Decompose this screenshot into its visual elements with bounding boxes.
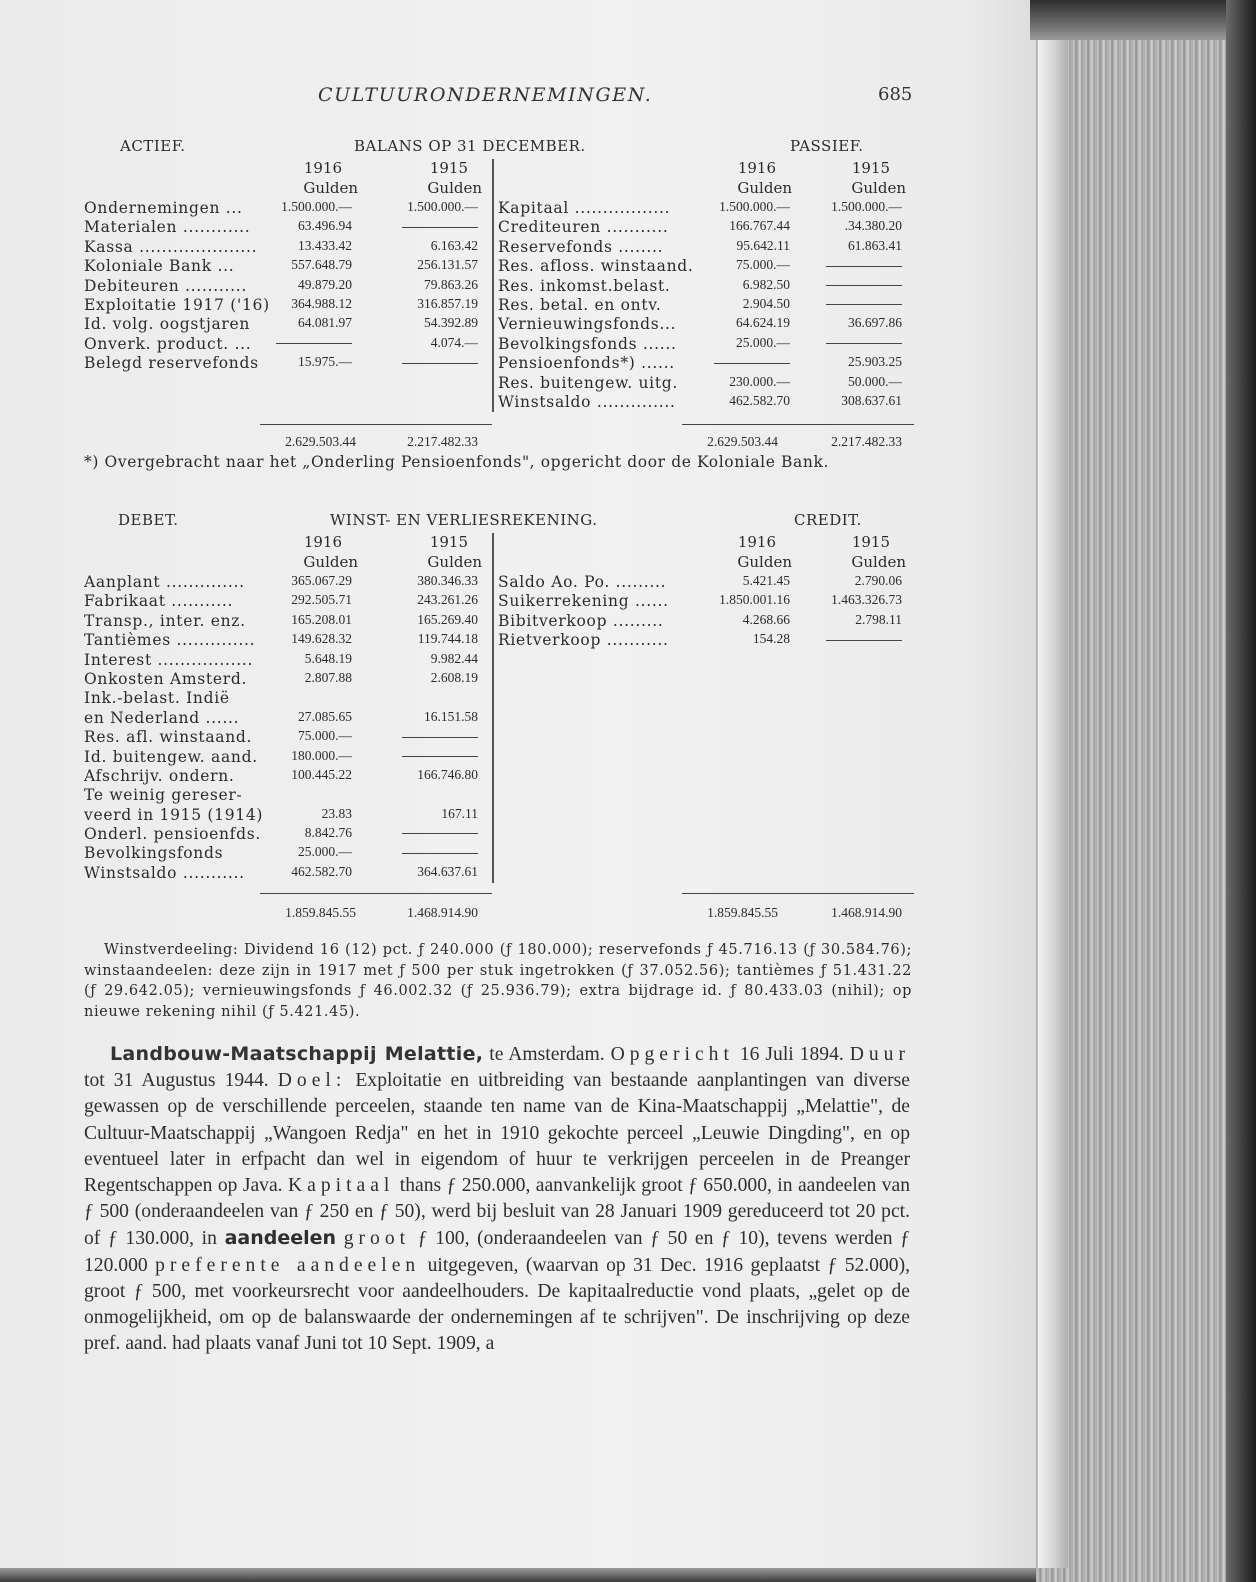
actief-heading: ACTIEF. [120, 137, 186, 155]
liability-row [498, 257, 914, 276]
sum-line [260, 893, 492, 894]
row-label: Ondernemingen ... [84, 199, 243, 217]
total-debit-1915: 1.468.914.90 [407, 905, 478, 920]
asset-row [84, 277, 492, 296]
empty-dash [402, 737, 478, 738]
empty-dash [276, 343, 352, 344]
row-label: Materialen ............ [84, 218, 251, 237]
unit-label: Gulden [737, 553, 792, 571]
value-1916: 5.421.45 [742, 573, 790, 588]
year-1916: 1916 [303, 533, 343, 551]
value-1915: 25.903.25 [848, 354, 902, 370]
value-1916: 8.842.76 [304, 825, 353, 841]
value-1916: 462.582.70 [729, 392, 790, 408]
row-label: Kassa ..................... [84, 237, 258, 256]
value-1915: 256.131.57 [417, 257, 479, 273]
value-1916: 165.208.01 [291, 611, 353, 627]
value-1915: 61.863.41 [848, 237, 902, 253]
pl-headings [84, 511, 914, 533]
unit-label: Gulden [851, 553, 906, 571]
groot-label: groot [343, 1228, 411, 1250]
row-label: Transp., inter. enz. [84, 611, 246, 630]
page-fold [1038, 18, 1068, 1568]
year-1915: 1915 [851, 533, 890, 551]
value-1916 [670, 354, 790, 370]
credit-row [498, 631, 914, 650]
value-1915: 4.074.— [430, 334, 479, 350]
unit-label: Gulden [303, 553, 359, 571]
value-1915: 165.269.40 [417, 611, 479, 627]
unit-label: Gulden [427, 179, 483, 197]
value-1915: 50.000.— [848, 373, 902, 389]
sum-line [682, 424, 914, 425]
row-label: Saldo Ao. Po. ......... [498, 573, 667, 591]
sum-line [260, 424, 492, 425]
debit-row [84, 651, 492, 670]
value-1916: 149.628.32 [291, 631, 353, 647]
row-label: Exploitatie 1917 ('16) [84, 295, 270, 314]
value-1916: 4.268.66 [742, 611, 790, 627]
credit-row [498, 612, 914, 631]
aandeelen-bold: aandeelen [224, 1227, 337, 1250]
total-credit-1916: 1.859.845.55 [707, 905, 778, 920]
liability-row [498, 218, 914, 237]
row-label: Belegd reservefonds [84, 354, 259, 373]
opgericht-label: Opgericht [610, 1044, 734, 1065]
row-label: Afschrijv. ondern. [84, 766, 235, 785]
liability-row [498, 296, 914, 315]
year-1915: 1915 [429, 159, 469, 177]
value-1915: .34.380.20 [844, 218, 902, 234]
value-1916: 25.000.— [736, 334, 790, 350]
row-label: Te weinig gereser- [84, 786, 243, 805]
row-label: Tantièmes .............. [84, 631, 256, 650]
asset-row [84, 335, 492, 354]
value-1915: 79.863.26 [424, 276, 479, 292]
value-1916: 64.624.19 [736, 315, 790, 331]
total-credit-1915: 1.468.914.90 [831, 905, 902, 920]
row-label: Vernieuwingsfonds... [498, 315, 677, 334]
debit-row [84, 728, 492, 747]
value-1916: 6.982.50 [742, 276, 790, 292]
pl-title: WINST- EN VERLIESREKENING. [330, 511, 598, 529]
value-1916: 1.850.001.16 [719, 592, 790, 608]
value-1916: 49.879.20 [298, 276, 353, 292]
debit-row [84, 689, 492, 708]
row-label: Onkosten Amsterd. [84, 669, 248, 688]
total-liabilities-1916: 2.629.503.44 [707, 434, 778, 449]
value-1916: 364.988.12 [291, 295, 353, 311]
debit-row [84, 612, 492, 631]
value-1916: 100.445.22 [291, 766, 353, 782]
year-1915: 1915 [851, 159, 890, 177]
row-label: Aanplant .............. [84, 573, 245, 591]
value-1915: 167.11 [441, 805, 479, 821]
value-1915 [792, 631, 902, 647]
balance-headings [84, 137, 914, 159]
credit-heading: CREDIT. [794, 511, 862, 529]
value-1916: 166.767.44 [729, 218, 790, 234]
value-1916: 292.505.71 [291, 592, 353, 608]
total-assets-1916: 2.629.503.44 [285, 434, 356, 449]
row-label: Interest ................. [84, 650, 254, 669]
liability-row [498, 315, 914, 334]
value-1915: 243.261.26 [417, 592, 479, 608]
value-1916 [242, 335, 352, 351]
value-1916: 64.081.97 [298, 315, 353, 331]
credit-row [498, 573, 914, 592]
row-label: Kapitaal ................. [498, 199, 671, 217]
value-1916: 557.648.79 [291, 257, 353, 273]
passief-heading: PASSIEF. [790, 137, 864, 155]
liability-row [498, 393, 914, 412]
value-1915: 1.500.000.— [407, 199, 479, 214]
asset-row [84, 238, 492, 257]
company-name: Landbouw-Maatschappij Melattie, [110, 1043, 484, 1065]
asset-row [84, 199, 492, 218]
debit-row [84, 825, 492, 844]
debit-row [84, 573, 492, 592]
row-label: Reservefonds ........ [498, 237, 664, 256]
value-1915 [368, 354, 478, 370]
credit-column [492, 533, 914, 883]
running-head [0, 84, 1038, 108]
value-1916: 1.500.000.— [281, 199, 353, 214]
value-1915: 308.637.61 [841, 392, 902, 408]
value-1916: 5.648.19 [304, 650, 353, 666]
empty-dash [826, 304, 902, 305]
row-label: Id. buitengew. aand. [84, 747, 258, 766]
debit-row [84, 709, 492, 728]
book-edge-right [1226, 0, 1256, 1582]
value-1915 [792, 335, 902, 351]
value-1915: 2.790.06 [854, 573, 902, 588]
duur-label: Duur [849, 1044, 910, 1065]
asset-row [84, 354, 492, 373]
empty-dash [402, 853, 478, 854]
empty-dash [826, 285, 902, 286]
row-label: Res. inkomst.belast. [498, 276, 671, 295]
value-1915: 316.857.19 [417, 295, 479, 311]
row-label: Bevolkingsfonds [84, 844, 224, 863]
row-label: Bibitverkoop ......... [498, 611, 664, 630]
value-1915: 54.392.89 [424, 315, 479, 331]
value-1916: 180.000.— [291, 747, 353, 763]
pl-totals [84, 905, 914, 925]
empty-dash [402, 227, 478, 228]
value-1915: 364.637.61 [417, 863, 479, 879]
value-1916: 462.582.70 [291, 863, 353, 879]
liability-row [498, 277, 914, 296]
value-1916: 154.28 [752, 631, 790, 647]
year-1916: 1916 [737, 159, 776, 177]
row-label: Suikerrekening ...... [498, 592, 669, 611]
page-bottom-shadow [0, 1568, 1040, 1582]
company-article: Landbouw-Maatschappij Melattie, te Amsterdam. Opgericht 16 Juli 1894. Duur tot 31 Augustus 1944. Doel: Exploitatie en uitbreiding van bestaande aanplantingen van diverse gewassen op de verschillende perceelen, staande ten name van de Kina-Maatschappij „Melattie", de Cultuur-Maatschappij „Wangoen Redja" en het in 1910 gekochte perceel „Leuwie Dingding", en op eventueel later in erfpacht dan wel in eigendom of huur te verkrijgen perceelen in de Preanger Regentschappen op Java. Kapitaal thans ƒ 250.000, aanvankelijk groot ƒ 650.000, in aandeelen van ƒ 500 (onderaandeelen van ƒ 250 en ƒ 50), werd bij besluit van 28 Januari 1909 gereduceerd tot 20 pct. of ƒ 130.000, in aandeelen groot ƒ 100, (onderaandeelen van ƒ 50 en ƒ 10), tevens werden ƒ 120.000 preferente aandeelen uitgegeven, (waarvan op 31 Dec. 1916 geplaatst ƒ 52.000), groot ƒ 500, met voorkeursrecht voor aandeelhouders. De kapitaalreductie vond plaats, „gelet op de onmogelijkheid, om op de balanswaarde der ondernemingen af te schrijven". De inschrijving op deze pref. aand. had plaats vanaf Juni tot 10 Sept. 1909, a [84, 1043, 911, 1355]
debit-row [84, 748, 492, 767]
balance-sheet [84, 137, 914, 454]
row-label: Winstsaldo ........... [84, 863, 245, 882]
empty-dash [826, 343, 902, 344]
row-label: Res. afloss. winstaand. [498, 257, 694, 276]
row-label: Debiteuren ........... [84, 276, 247, 295]
value-1916: 25.000.— [298, 844, 353, 860]
value-1916: 1.500.000.— [719, 199, 790, 214]
year-1916: 1916 [737, 533, 776, 551]
value-1915: 119.744.18 [417, 631, 479, 647]
row-label: Bevolkingsfonds ...... [498, 334, 677, 353]
value-1916: 75.000.— [298, 728, 353, 744]
unit-label: Gulden [427, 553, 483, 571]
running-title: CULTUURONDERNEMINGEN. [318, 84, 653, 106]
value-1916: 75.000.— [736, 257, 790, 273]
row-label: Ink.-belast. Indië [84, 689, 230, 708]
book-edge-top [1030, 0, 1256, 40]
value-1916: 2.904.50 [742, 295, 790, 311]
liability-row [498, 374, 914, 393]
liability-row [498, 335, 914, 354]
profit-distribution-note: Winstverdeeling: Dividend 16 (12) pct. ƒ 240.000 (ƒ 180.000); reservefonds ƒ 45.716.13 (ƒ 30.584.76); winstaandeelen: deze zijn in 1917 met ƒ 500 per stuk ingetrokken (ƒ 37.052.56); tantièmes ƒ 51.431.22 (ƒ 29.642.05); vernieuwingsfonds ƒ 46.002.32 (ƒ 25.936.79); extra bijdrage id. ƒ 80.433.03 (nihil); op nieuwe rekening nihil (ƒ 5.421.45). [84, 942, 912, 1020]
value-1916: 23.83 [321, 805, 353, 821]
value-1915 [368, 218, 478, 234]
row-label: Onverk. product. ... [84, 334, 252, 353]
row-label: Winstsaldo .............. [498, 392, 676, 411]
value-1916: 230.000.— [729, 373, 790, 389]
value-1915: 2.608.19 [430, 669, 479, 685]
row-label: Res. betal. en ontv. [498, 295, 662, 314]
total-assets-1915: 2.217.482.33 [407, 434, 478, 449]
liability-row [498, 354, 914, 373]
empty-dash [402, 756, 478, 757]
row-label: Onderl. pensioenfds. [84, 825, 262, 844]
row-label: Res. buitengew. uitg. [498, 373, 679, 392]
value-1916: 27.085.65 [298, 708, 353, 724]
empty-dash [714, 363, 790, 364]
unit-label: Gulden [851, 179, 906, 197]
value-1915: 166.746.80 [417, 766, 479, 782]
value-1915 [368, 825, 478, 841]
row-label: Id. volg. oogstjaren [84, 315, 251, 334]
empty-dash [402, 363, 478, 364]
asset-row [84, 315, 492, 334]
debet-heading: DEBET. [118, 511, 179, 529]
liability-row [498, 238, 914, 257]
preferente-label: preferente aandeelen [155, 1254, 421, 1276]
row-label: Pensioenfonds*) ...... [498, 354, 675, 373]
debit-row [84, 806, 492, 825]
balance-totals [84, 434, 914, 454]
value-1916: 365.067.29 [291, 573, 353, 588]
value-1915 [792, 296, 902, 312]
kapitaal-label: Kapitaal [287, 1175, 395, 1197]
row-label: Rietverkoop ........... [498, 631, 669, 650]
value-1915: 380.346.33 [417, 573, 479, 588]
value-1915 [368, 844, 478, 860]
debit-row [84, 670, 492, 689]
year-1916: 1916 [303, 159, 343, 177]
debit-column [84, 533, 492, 883]
profit-loss-account [84, 511, 914, 925]
asset-row [84, 257, 492, 276]
balance-footnote: *) Overgebracht naar het „Onderling Pensioenfonds", opgericht door de Koloniale Bank. [84, 453, 829, 471]
empty-dash [826, 266, 902, 267]
row-label: veerd in 1915 (1914) [84, 805, 264, 824]
value-1915 [792, 277, 902, 293]
empty-dash [402, 833, 478, 834]
empty-dash [826, 640, 902, 641]
page-number: 685 [878, 84, 913, 105]
value-1915: 6.163.42 [430, 237, 479, 253]
debit-row [84, 864, 492, 883]
value-1916: 2.807.88 [304, 669, 353, 685]
row-label: Res. afl. winstaand. [84, 728, 253, 747]
row-label: en Nederland ...... [84, 708, 240, 727]
sum-line [682, 893, 914, 894]
row-label: Koloniale Bank ... [84, 257, 235, 276]
value-1915: 1.500.000.— [831, 199, 902, 214]
debit-row [84, 767, 492, 786]
assets-column [84, 159, 492, 412]
asset-row [84, 296, 492, 315]
value-1916: 63.496.94 [298, 218, 353, 234]
total-liabilities-1915: 2.217.482.33 [831, 434, 902, 449]
liability-row [498, 199, 914, 218]
total-debit-1916: 1.859.845.55 [285, 905, 356, 920]
debit-row [84, 844, 492, 863]
value-1915: 2.798.11 [855, 611, 902, 627]
liabilities-column [492, 159, 914, 412]
asset-row [84, 218, 492, 237]
row-label: Crediteuren ........... [498, 218, 669, 237]
value-1916: 13.433.42 [298, 237, 353, 253]
value-1915: 9.982.44 [430, 650, 479, 666]
debit-row [84, 631, 492, 650]
balance-title: BALANS OP 31 DECEMBER. [354, 137, 586, 155]
value-1916: 95.642.11 [736, 237, 790, 253]
doel-label: Doel: [277, 1070, 347, 1092]
unit-label: Gulden [737, 179, 792, 197]
row-label: Fabrikaat ........... [84, 592, 234, 611]
value-1915: 36.697.86 [848, 315, 902, 331]
value-1915 [368, 728, 478, 744]
unit-label: Gulden [303, 179, 359, 197]
value-1915 [792, 257, 902, 273]
credit-row [498, 592, 914, 611]
value-1915: 16.151.58 [424, 708, 479, 724]
book-page-edges [1036, 0, 1256, 1582]
value-1915 [368, 748, 478, 764]
value-1915: 1.463.326.73 [831, 592, 902, 608]
value-1916: 15.975.— [298, 354, 353, 370]
year-1915: 1915 [429, 533, 469, 551]
debit-row [84, 786, 492, 805]
debit-row [84, 592, 492, 611]
